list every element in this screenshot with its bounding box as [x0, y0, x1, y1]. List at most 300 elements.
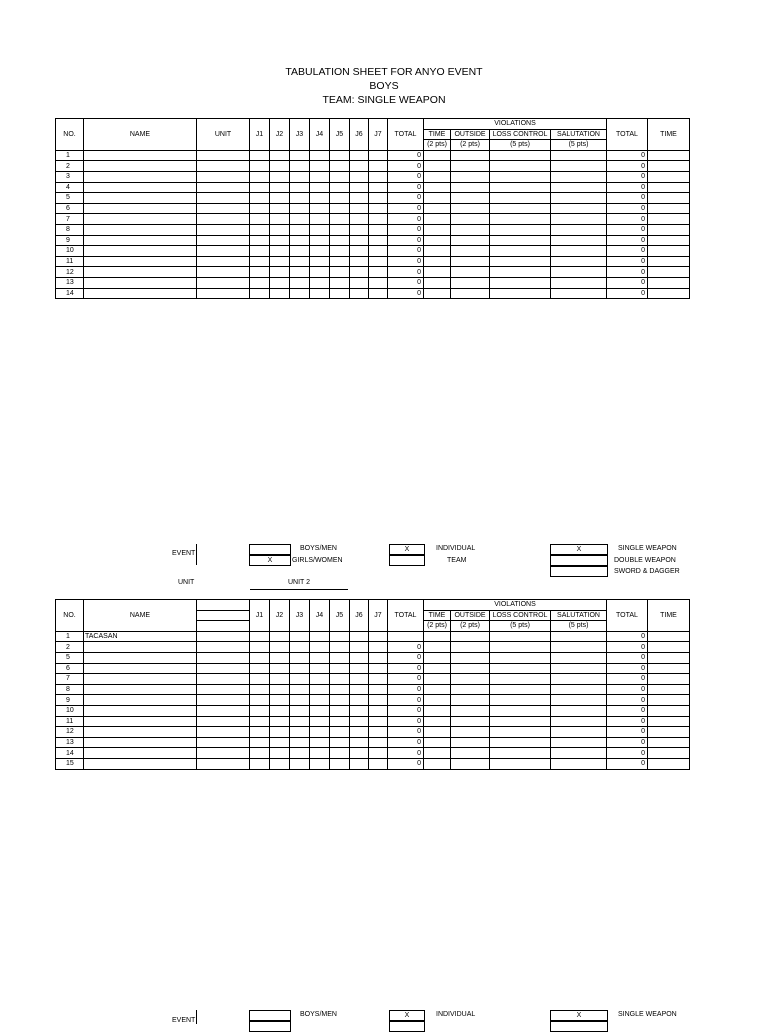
score-cell[interactable]: [290, 674, 310, 685]
score-cell[interactable]: [551, 727, 607, 738]
score-cell[interactable]: [350, 758, 369, 769]
score-cell[interactable]: [330, 716, 350, 727]
name-cell[interactable]: [84, 705, 197, 716]
score-cell[interactable]: [330, 214, 350, 225]
score-cell[interactable]: [290, 182, 310, 193]
score-cell[interactable]: [310, 642, 330, 653]
score-cell[interactable]: [250, 246, 270, 257]
name-cell[interactable]: [84, 727, 197, 738]
score-cell[interactable]: [330, 256, 350, 267]
score-cell[interactable]: [648, 182, 690, 193]
score-cell[interactable]: [648, 727, 690, 738]
score-cell[interactable]: [330, 150, 350, 161]
score-cell[interactable]: [290, 161, 310, 172]
score-cell[interactable]: [197, 214, 250, 225]
score-cell[interactable]: [490, 193, 551, 204]
score-cell[interactable]: [270, 727, 290, 738]
score-cell[interactable]: [369, 758, 388, 769]
score-cell[interactable]: [490, 224, 551, 235]
score-cell[interactable]: [350, 716, 369, 727]
score-cell[interactable]: [369, 705, 388, 716]
score-cell[interactable]: [490, 642, 551, 653]
score-cell[interactable]: [330, 288, 350, 299]
score-cell[interactable]: [551, 224, 607, 235]
score-cell[interactable]: [330, 193, 350, 204]
score-cell[interactable]: [648, 256, 690, 267]
score-cell[interactable]: [369, 727, 388, 738]
score-cell[interactable]: [270, 737, 290, 748]
score-cell[interactable]: [648, 758, 690, 769]
score-cell[interactable]: [648, 288, 690, 299]
score-cell[interactable]: [250, 224, 270, 235]
score-cell[interactable]: [369, 631, 388, 642]
score-cell[interactable]: [451, 150, 490, 161]
individual-checkbox[interactable]: X: [389, 544, 425, 555]
score-cell[interactable]: [490, 663, 551, 674]
score-cell[interactable]: [310, 695, 330, 706]
score-cell[interactable]: [648, 748, 690, 759]
score-cell[interactable]: [451, 288, 490, 299]
score-cell[interactable]: [551, 214, 607, 225]
score-cell[interactable]: [350, 748, 369, 759]
score-cell[interactable]: [197, 705, 250, 716]
score-cell[interactable]: [330, 235, 350, 246]
single-weapon-checkbox[interactable]: X: [550, 544, 608, 555]
name-cell[interactable]: TACASAN: [84, 631, 197, 642]
score-cell[interactable]: [424, 182, 451, 193]
score-cell[interactable]: [270, 674, 290, 685]
score-cell[interactable]: [451, 674, 490, 685]
score-cell[interactable]: [310, 214, 330, 225]
name-cell[interactable]: [84, 652, 197, 663]
score-cell[interactable]: [451, 161, 490, 172]
score-cell[interactable]: [551, 695, 607, 706]
score-cell[interactable]: [310, 652, 330, 663]
score-cell[interactable]: [270, 171, 290, 182]
score-cell[interactable]: [350, 652, 369, 663]
score-cell[interactable]: [330, 203, 350, 214]
score-cell[interactable]: [369, 171, 388, 182]
score-cell[interactable]: [310, 182, 330, 193]
score-cell[interactable]: [310, 663, 330, 674]
score-cell[interactable]: [551, 171, 607, 182]
score-cell[interactable]: [350, 737, 369, 748]
score-cell[interactable]: [270, 288, 290, 299]
score-cell[interactable]: [290, 256, 310, 267]
name-cell[interactable]: [84, 663, 197, 674]
score-cell[interactable]: [250, 171, 270, 182]
score-cell[interactable]: [250, 631, 270, 642]
score-cell[interactable]: [424, 758, 451, 769]
score-cell[interactable]: [350, 203, 369, 214]
score-cell[interactable]: [648, 161, 690, 172]
score-cell[interactable]: [551, 663, 607, 674]
score-cell[interactable]: [197, 267, 250, 278]
score-cell[interactable]: [250, 182, 270, 193]
name-cell[interactable]: [84, 267, 197, 278]
score-cell[interactable]: [270, 203, 290, 214]
score-cell[interactable]: [350, 642, 369, 653]
single-weapon-checkbox-2[interactable]: X: [550, 1010, 608, 1021]
score-cell[interactable]: [451, 716, 490, 727]
score-cell[interactable]: [424, 642, 451, 653]
score-cell[interactable]: [310, 224, 330, 235]
score-cell[interactable]: [250, 150, 270, 161]
score-cell[interactable]: [369, 695, 388, 706]
score-cell[interactable]: [290, 663, 310, 674]
score-cell[interactable]: [490, 748, 551, 759]
score-cell[interactable]: [451, 203, 490, 214]
score-cell[interactable]: [197, 171, 250, 182]
name-cell[interactable]: [84, 171, 197, 182]
score-cell[interactable]: [250, 695, 270, 706]
name-cell[interactable]: [84, 203, 197, 214]
score-cell[interactable]: [648, 695, 690, 706]
score-cell[interactable]: [424, 267, 451, 278]
score-cell[interactable]: [310, 150, 330, 161]
score-cell[interactable]: [290, 642, 310, 653]
score-cell[interactable]: [451, 214, 490, 225]
score-cell[interactable]: [490, 256, 551, 267]
score-cell[interactable]: [290, 684, 310, 695]
score-cell[interactable]: [424, 203, 451, 214]
score-cell[interactable]: [270, 705, 290, 716]
score-cell[interactable]: [290, 727, 310, 738]
score-cell[interactable]: [648, 663, 690, 674]
score-cell[interactable]: [451, 758, 490, 769]
score-cell[interactable]: [330, 246, 350, 257]
score-cell[interactable]: [648, 705, 690, 716]
score-cell[interactable]: [369, 224, 388, 235]
score-cell[interactable]: [197, 224, 250, 235]
score-cell[interactable]: [490, 288, 551, 299]
score-cell[interactable]: [350, 267, 369, 278]
score-cell[interactable]: [490, 758, 551, 769]
score-cell[interactable]: [250, 277, 270, 288]
name-cell[interactable]: [84, 256, 197, 267]
score-cell[interactable]: [290, 203, 310, 214]
score-cell[interactable]: [250, 235, 270, 246]
score-cell[interactable]: [424, 150, 451, 161]
score-cell[interactable]: [310, 705, 330, 716]
score-cell[interactable]: [451, 748, 490, 759]
name-cell[interactable]: [84, 150, 197, 161]
score-cell[interactable]: [424, 737, 451, 748]
score-cell[interactable]: [330, 663, 350, 674]
score-cell[interactable]: [310, 674, 330, 685]
score-cell[interactable]: [551, 748, 607, 759]
score-cell[interactable]: [270, 193, 290, 204]
score-cell[interactable]: [424, 171, 451, 182]
score-cell[interactable]: [551, 182, 607, 193]
score-cell[interactable]: [310, 716, 330, 727]
score-cell[interactable]: [310, 288, 330, 299]
score-cell[interactable]: [250, 288, 270, 299]
score-cell[interactable]: [310, 758, 330, 769]
name-cell[interactable]: [84, 695, 197, 706]
score-cell[interactable]: [350, 663, 369, 674]
name-cell[interactable]: [84, 288, 197, 299]
score-cell[interactable]: [369, 161, 388, 172]
score-cell[interactable]: [551, 235, 607, 246]
score-cell[interactable]: [330, 695, 350, 706]
score-cell[interactable]: [310, 727, 330, 738]
score-cell[interactable]: [250, 748, 270, 759]
score-cell[interactable]: [197, 684, 250, 695]
score-cell[interactable]: [551, 256, 607, 267]
score-cell[interactable]: [290, 277, 310, 288]
score-cell[interactable]: [369, 150, 388, 161]
score-cell[interactable]: [424, 246, 451, 257]
score-cell[interactable]: [310, 267, 330, 278]
score-cell[interactable]: [451, 235, 490, 246]
score-cell[interactable]: [250, 267, 270, 278]
name-cell[interactable]: [84, 758, 197, 769]
score-cell[interactable]: [250, 684, 270, 695]
score-cell[interactable]: [648, 684, 690, 695]
name-cell[interactable]: [84, 193, 197, 204]
score-cell[interactable]: [270, 716, 290, 727]
score-cell[interactable]: [648, 267, 690, 278]
score-cell[interactable]: [250, 705, 270, 716]
score-cell[interactable]: [369, 652, 388, 663]
score-cell[interactable]: [350, 224, 369, 235]
score-cell[interactable]: [197, 631, 250, 642]
score-cell[interactable]: [424, 214, 451, 225]
score-cell[interactable]: [197, 642, 250, 653]
score-cell[interactable]: [290, 748, 310, 759]
score-cell[interactable]: [250, 737, 270, 748]
score-cell[interactable]: [451, 277, 490, 288]
score-cell[interactable]: [270, 224, 290, 235]
score-cell[interactable]: [490, 631, 551, 642]
score-cell[interactable]: [310, 748, 330, 759]
score-cell[interactable]: [270, 684, 290, 695]
score-cell[interactable]: [648, 203, 690, 214]
score-cell[interactable]: [270, 246, 290, 257]
score-cell[interactable]: [490, 727, 551, 738]
individual-checkbox-2[interactable]: X: [389, 1010, 425, 1021]
score-cell[interactable]: [270, 758, 290, 769]
score-cell[interactable]: [330, 642, 350, 653]
score-cell[interactable]: [197, 161, 250, 172]
score-cell[interactable]: [451, 246, 490, 257]
score-cell[interactable]: [451, 224, 490, 235]
score-cell[interactable]: [551, 642, 607, 653]
score-cell[interactable]: [290, 737, 310, 748]
score-cell[interactable]: [424, 652, 451, 663]
name-cell[interactable]: [84, 235, 197, 246]
score-cell[interactable]: [197, 182, 250, 193]
score-cell[interactable]: [424, 235, 451, 246]
score-cell[interactable]: [270, 214, 290, 225]
score-cell[interactable]: [424, 695, 451, 706]
score-cell[interactable]: [369, 674, 388, 685]
score-cell[interactable]: [490, 695, 551, 706]
score-cell[interactable]: [369, 288, 388, 299]
score-cell[interactable]: [551, 193, 607, 204]
score-cell[interactable]: [369, 193, 388, 204]
score-cell[interactable]: [350, 277, 369, 288]
score-cell[interactable]: [250, 214, 270, 225]
score-cell[interactable]: [369, 663, 388, 674]
score-cell[interactable]: [490, 150, 551, 161]
score-cell[interactable]: [490, 235, 551, 246]
score-cell[interactable]: [197, 256, 250, 267]
score-cell[interactable]: [451, 705, 490, 716]
score-cell[interactable]: [197, 235, 250, 246]
score-cell[interactable]: [490, 214, 551, 225]
score-cell[interactable]: [369, 684, 388, 695]
score-cell[interactable]: [250, 663, 270, 674]
score-cell[interactable]: [490, 737, 551, 748]
score-cell[interactable]: [250, 716, 270, 727]
score-cell[interactable]: [424, 256, 451, 267]
name-cell[interactable]: [84, 161, 197, 172]
score-cell[interactable]: [250, 652, 270, 663]
score-cell[interactable]: [551, 716, 607, 727]
score-cell[interactable]: [648, 737, 690, 748]
score-cell[interactable]: [197, 727, 250, 738]
score-cell[interactable]: [310, 193, 330, 204]
double-weapon-checkbox-2[interactable]: [550, 1021, 608, 1032]
score-cell[interactable]: [197, 695, 250, 706]
score-cell[interactable]: [369, 748, 388, 759]
score-cell[interactable]: [350, 695, 369, 706]
score-cell[interactable]: [424, 193, 451, 204]
score-cell[interactable]: [270, 150, 290, 161]
score-cell[interactable]: [648, 631, 690, 642]
score-cell[interactable]: [270, 631, 290, 642]
score-cell[interactable]: [424, 727, 451, 738]
score-cell[interactable]: [424, 288, 451, 299]
score-cell[interactable]: [310, 684, 330, 695]
score-cell[interactable]: [197, 652, 250, 663]
score-cell[interactable]: [290, 695, 310, 706]
score-cell[interactable]: [451, 663, 490, 674]
girls-women-checkbox[interactable]: X: [249, 555, 291, 566]
score-cell[interactable]: [451, 256, 490, 267]
score-cell[interactable]: [369, 246, 388, 257]
boys-men-checkbox-2[interactable]: [249, 1010, 291, 1021]
name-cell[interactable]: [84, 277, 197, 288]
score-cell[interactable]: [451, 182, 490, 193]
score-cell[interactable]: [369, 267, 388, 278]
score-cell[interactable]: [350, 182, 369, 193]
score-cell[interactable]: [350, 684, 369, 695]
score-cell[interactable]: [197, 748, 250, 759]
score-cell[interactable]: [270, 663, 290, 674]
score-cell[interactable]: [290, 214, 310, 225]
score-cell[interactable]: [350, 161, 369, 172]
score-cell[interactable]: [310, 631, 330, 642]
score-cell[interactable]: [369, 716, 388, 727]
score-cell[interactable]: [290, 171, 310, 182]
score-cell[interactable]: [551, 161, 607, 172]
score-cell[interactable]: [648, 277, 690, 288]
score-cell[interactable]: [424, 716, 451, 727]
score-cell[interactable]: [490, 674, 551, 685]
score-cell[interactable]: [290, 235, 310, 246]
score-cell[interactable]: [490, 277, 551, 288]
score-cell[interactable]: [350, 150, 369, 161]
score-cell[interactable]: [451, 684, 490, 695]
score-cell[interactable]: [350, 214, 369, 225]
name-cell[interactable]: [84, 246, 197, 257]
score-cell[interactable]: [310, 737, 330, 748]
double-weapon-checkbox[interactable]: [550, 555, 608, 566]
score-cell[interactable]: [369, 235, 388, 246]
score-cell[interactable]: [551, 203, 607, 214]
score-cell[interactable]: [270, 748, 290, 759]
score-cell[interactable]: [350, 631, 369, 642]
score-cell[interactable]: [250, 256, 270, 267]
score-cell[interactable]: [490, 171, 551, 182]
score-cell[interactable]: [551, 652, 607, 663]
score-cell[interactable]: [197, 193, 250, 204]
score-cell[interactable]: [551, 150, 607, 161]
score-cell[interactable]: [250, 161, 270, 172]
score-cell[interactable]: [369, 203, 388, 214]
score-cell[interactable]: [270, 277, 290, 288]
score-cell[interactable]: [369, 277, 388, 288]
score-cell[interactable]: [290, 193, 310, 204]
score-cell[interactable]: [424, 161, 451, 172]
score-cell[interactable]: [350, 235, 369, 246]
score-cell[interactable]: [290, 224, 310, 235]
name-cell[interactable]: [84, 737, 197, 748]
score-cell[interactable]: [197, 203, 250, 214]
score-cell[interactable]: [551, 758, 607, 769]
score-cell[interactable]: [290, 758, 310, 769]
name-cell[interactable]: [84, 674, 197, 685]
score-cell[interactable]: [197, 246, 250, 257]
score-cell[interactable]: [551, 267, 607, 278]
score-cell[interactable]: [310, 161, 330, 172]
score-cell[interactable]: [310, 256, 330, 267]
score-cell[interactable]: [290, 267, 310, 278]
score-cell[interactable]: [648, 193, 690, 204]
score-cell[interactable]: [330, 652, 350, 663]
score-cell[interactable]: [551, 277, 607, 288]
score-cell[interactable]: [330, 758, 350, 769]
score-cell[interactable]: [250, 193, 270, 204]
score-cell[interactable]: [250, 674, 270, 685]
score-cell[interactable]: [250, 203, 270, 214]
score-cell[interactable]: [290, 631, 310, 642]
name-cell[interactable]: [84, 214, 197, 225]
score-cell[interactable]: [490, 161, 551, 172]
score-cell[interactable]: [350, 288, 369, 299]
score-cell[interactable]: [330, 674, 350, 685]
score-cell[interactable]: [197, 716, 250, 727]
score-cell[interactable]: [270, 235, 290, 246]
score-cell[interactable]: [424, 631, 451, 642]
score-cell[interactable]: [490, 203, 551, 214]
score-cell[interactable]: [490, 652, 551, 663]
score-cell[interactable]: [648, 716, 690, 727]
score-cell[interactable]: [350, 674, 369, 685]
score-cell[interactable]: [290, 716, 310, 727]
score-cell[interactable]: [648, 235, 690, 246]
score-cell[interactable]: [424, 748, 451, 759]
score-cell[interactable]: [310, 171, 330, 182]
score-cell[interactable]: [350, 256, 369, 267]
score-cell[interactable]: [551, 737, 607, 748]
score-cell[interactable]: [350, 727, 369, 738]
score-cell[interactable]: [350, 246, 369, 257]
score-cell[interactable]: [490, 684, 551, 695]
